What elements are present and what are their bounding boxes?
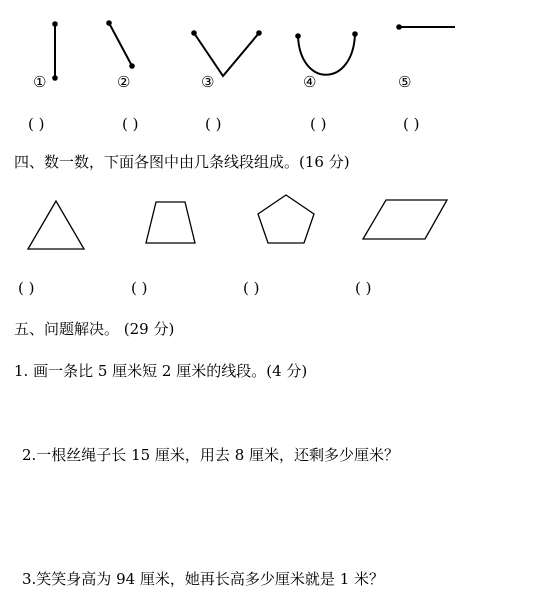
- answer-blank-2[interactable]: ( ): [122, 115, 139, 133]
- section-4-heading: 四、数一数，下面各图中由几条线段组成。(16 分): [14, 153, 350, 171]
- figure-5-ray: [396, 24, 455, 30]
- answer-blank-4[interactable]: ( ): [310, 115, 327, 133]
- section-5-heading: 五、问题解决。 (29 分): [14, 320, 175, 338]
- triangle-shape: [28, 201, 84, 249]
- answer-blank-3[interactable]: ( ): [205, 115, 222, 133]
- figure-label-5: ⑤: [398, 73, 412, 91]
- shape-answer-blank-3[interactable]: ( ): [243, 279, 260, 297]
- figure-3-angle: [191, 30, 262, 76]
- answer-blank-5[interactable]: ( ): [403, 115, 420, 133]
- shape-answer-blank-2[interactable]: ( ): [131, 279, 148, 297]
- shape-answer-blank-4[interactable]: ( ): [355, 279, 372, 297]
- parallelogram-shape: [363, 200, 447, 239]
- figure-label-3: ③: [201, 73, 215, 91]
- figure-label-1: ①: [33, 73, 47, 91]
- question-2: 2.一根丝绳子长 15 厘米，用去 8 厘米，还剩多少厘米？: [22, 446, 400, 464]
- question-3: 3.笑笑身高为 94 厘米，她再长高多少厘米就是 1 米？: [22, 570, 385, 588]
- figure-2-segment: [106, 20, 135, 69]
- figure-4-curve: [295, 31, 358, 75]
- figure-1-segment: [52, 21, 58, 81]
- figure-label-4: ④: [303, 73, 317, 91]
- question-1: 1. 画一条比 5 厘米短 2 厘米的线段。(4 分): [14, 362, 308, 380]
- trapezoid-shape: [146, 202, 195, 243]
- pentagon-shape: [258, 195, 314, 243]
- figure-label-2: ②: [117, 73, 131, 91]
- shape-answer-blank-1[interactable]: ( ): [18, 279, 35, 297]
- answer-blank-1[interactable]: ( ): [28, 115, 45, 133]
